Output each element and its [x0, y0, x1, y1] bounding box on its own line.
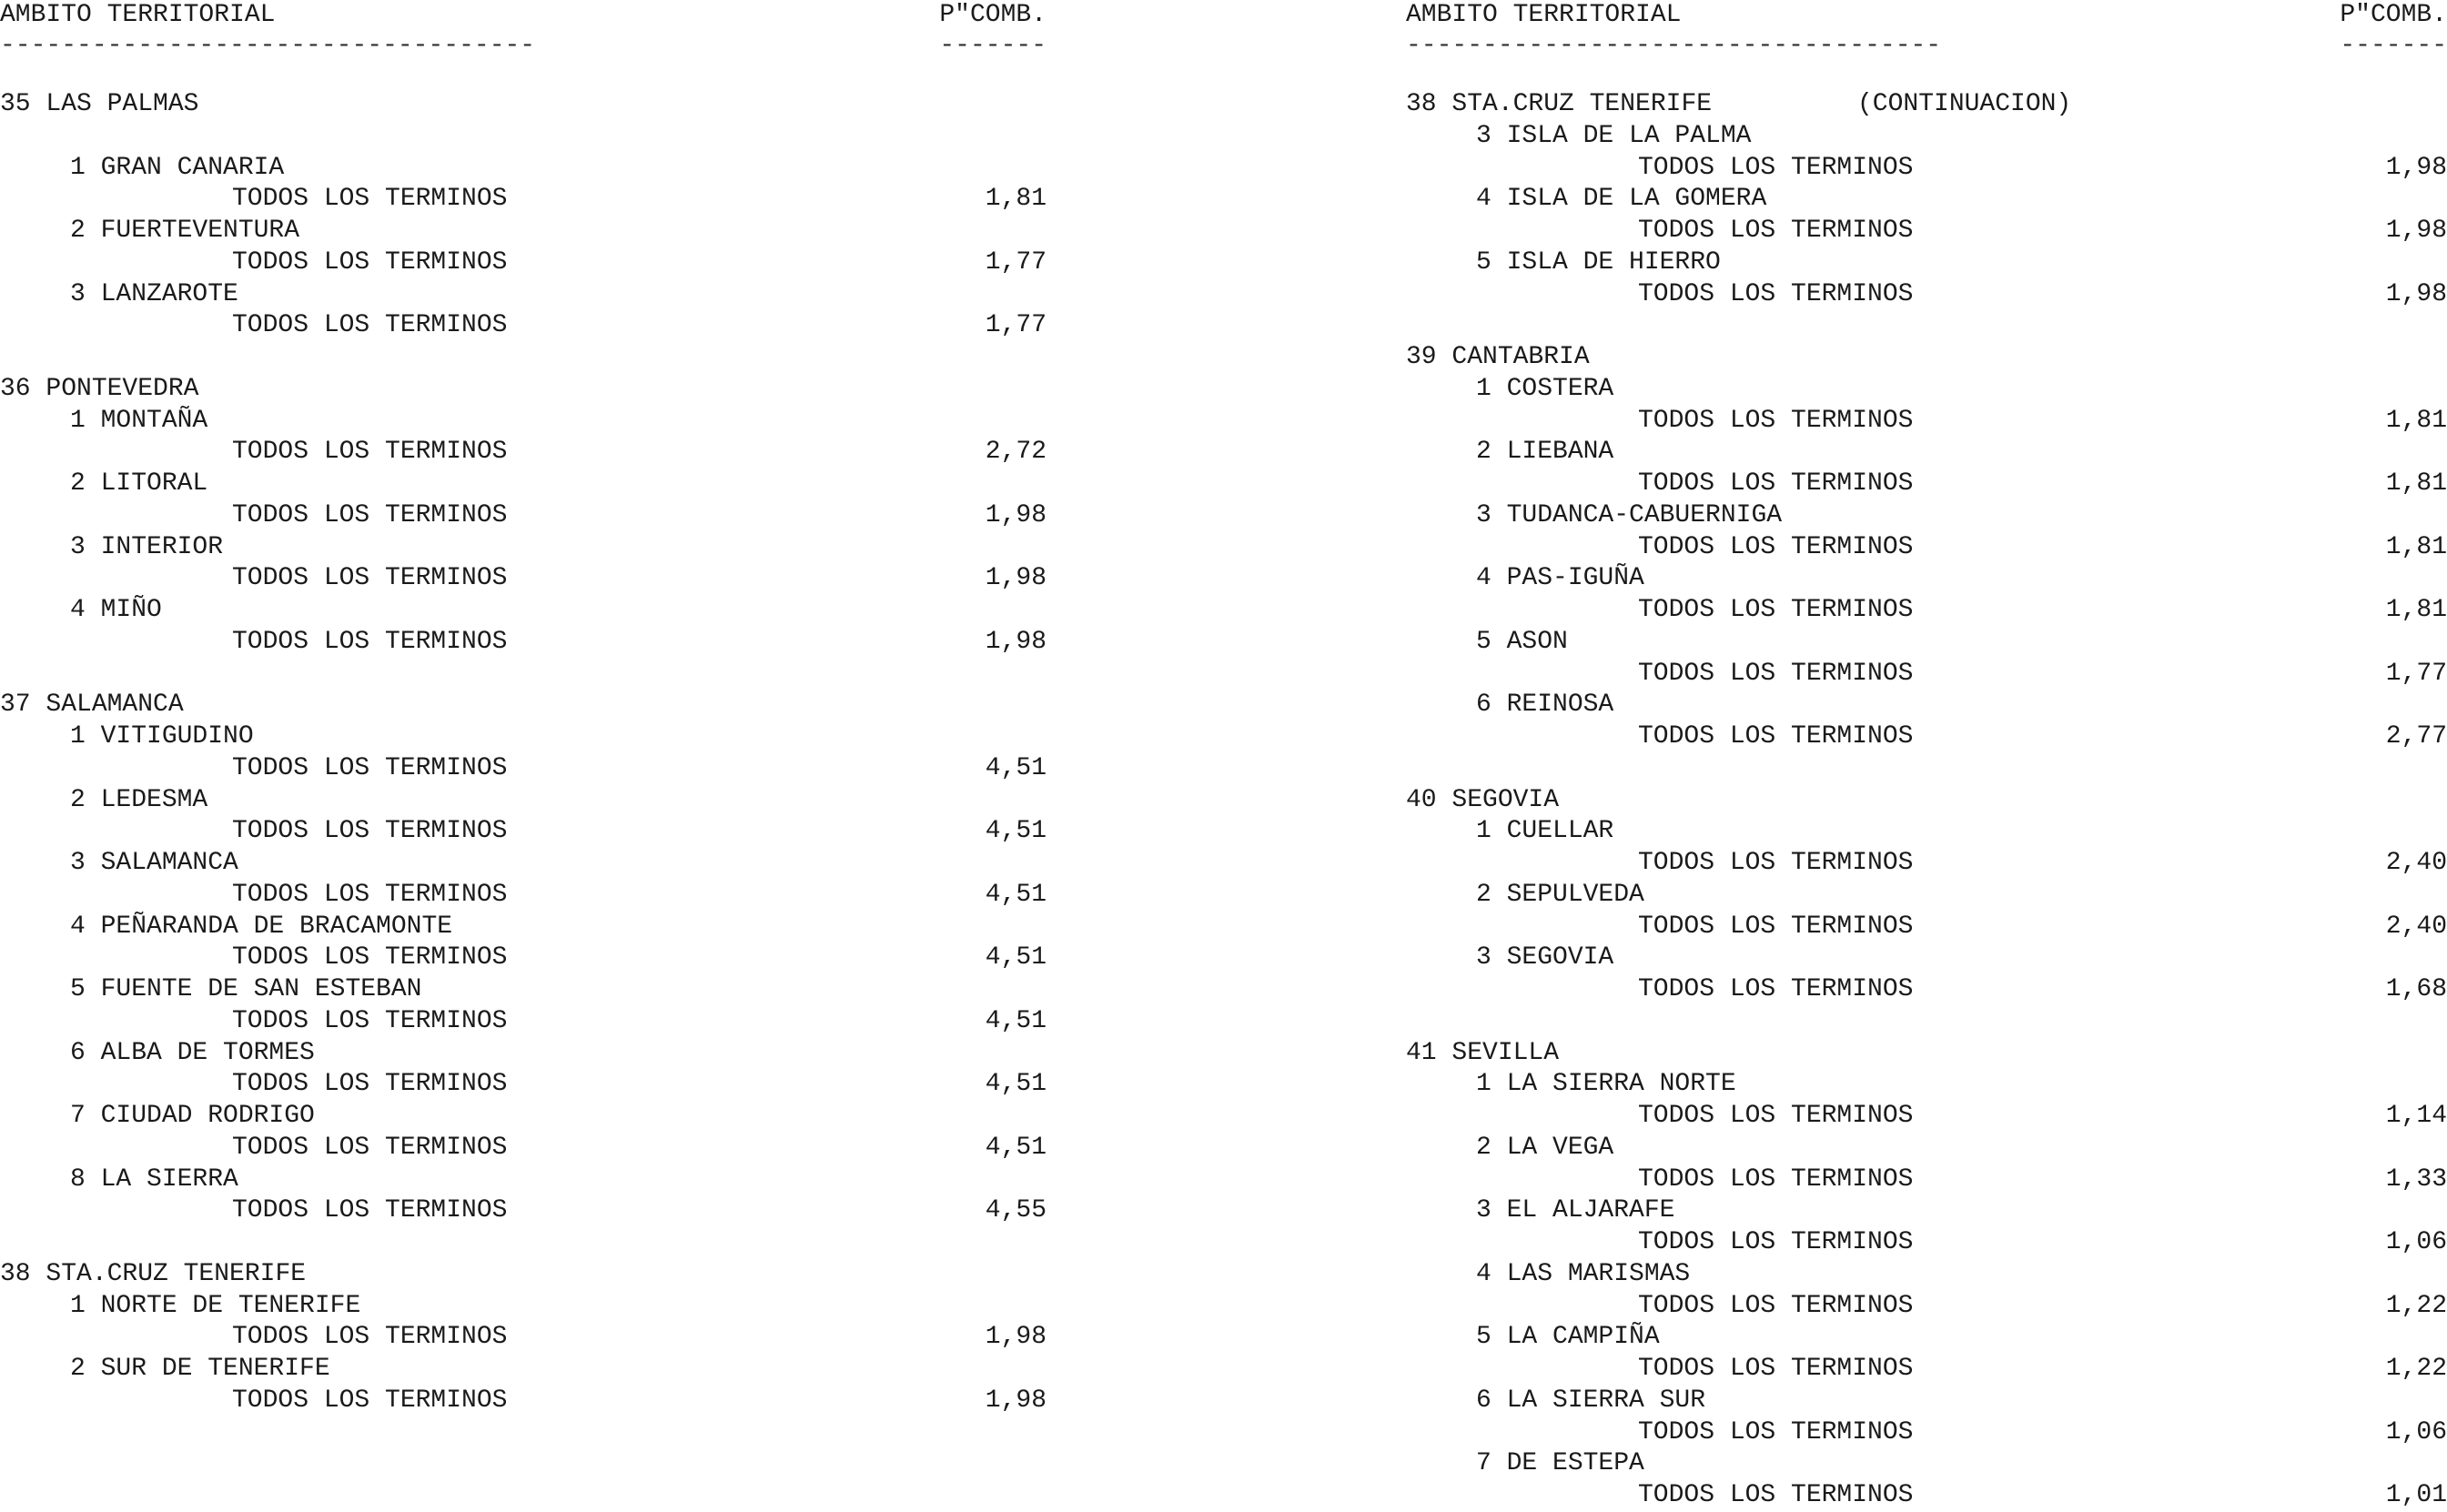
pcomb-value: 1,14 — [2385, 1102, 2447, 1130]
province-title: 39 CANTABRIA — [1406, 343, 1590, 371]
spacer — [0, 659, 1047, 690]
pcomb-value: 1,81 — [2385, 596, 2447, 624]
term-row — [1406, 974, 2447, 1006]
term-label: TODOS LOS TERMINOS — [1638, 1417, 1914, 1446]
term-label: TODOS LOS TERMINOS — [232, 564, 508, 593]
province-row — [0, 690, 1047, 721]
comarca-name: 5 ISLA DE HIERRO — [1476, 247, 1721, 277]
comarca-row — [0, 153, 1047, 185]
term-row — [1406, 1417, 2447, 1449]
term-row — [1406, 153, 2447, 185]
comarca-row — [1406, 1386, 2447, 1417]
comarca-name: 3 SEGOVIA — [1476, 943, 1614, 973]
pcomb-value: 1,77 — [985, 247, 1047, 277]
comarca-name: 5 ASON — [1476, 627, 1568, 656]
term-label: TODOS LOS TERMINOS — [232, 1323, 508, 1352]
comarca-row — [1406, 437, 2447, 469]
ambito-rule: ----------------------------------- — [0, 32, 536, 60]
spacer — [0, 342, 1047, 374]
comarca-name: 6 LA SIERRA SUR — [1476, 1386, 1706, 1415]
term-label: TODOS LOS TERMINOS — [232, 311, 508, 340]
pcomb-value: 1,22 — [2385, 1291, 2447, 1320]
pcomb-value: 4,51 — [985, 753, 1047, 782]
term-label: TODOS LOS TERMINOS — [232, 880, 508, 909]
term-row — [1406, 595, 2447, 627]
pcomb-value: 4,51 — [985, 817, 1047, 846]
comarca-row — [1406, 1069, 2447, 1101]
term-label: TODOS LOS TERMINOS — [1638, 1102, 1914, 1130]
comarca-name: 4 PEÑARANDA DE BRACAMONTE — [70, 912, 453, 941]
comarca-name: 5 LA CAMPIÑA — [1476, 1323, 1660, 1352]
comarca-name: 1 CUELLAR — [1476, 817, 1614, 846]
term-row — [1406, 532, 2447, 564]
term-row — [0, 1322, 1047, 1354]
left-table — [0, 89, 1047, 1417]
comarca-name: 1 MONTAÑA — [70, 406, 208, 435]
comarca-name: 8 LA SIERRA — [70, 1164, 238, 1194]
term-label: TODOS LOS TERMINOS — [1638, 406, 1914, 435]
province-row — [1406, 342, 2447, 374]
pcomb-header: P"COMB. — [939, 1, 1047, 29]
pcomb-value: 1,81 — [985, 185, 1047, 214]
ambito-header: AMBITO TERRITORIAL — [1406, 1, 1682, 29]
pcomb-value: 1,68 — [2385, 975, 2447, 1003]
comarca-name: 6 REINOSA — [1476, 690, 1614, 720]
pcomb-value: 1,01 — [2385, 1481, 2447, 1509]
province-row — [0, 1259, 1047, 1291]
term-row — [0, 1069, 1047, 1101]
term-row — [1406, 1227, 2447, 1259]
comarca-name: 2 LIEBANA — [1476, 438, 1614, 467]
term-row — [1406, 1101, 2447, 1133]
term-label: TODOS LOS TERMINOS — [1638, 1228, 1914, 1256]
pcomb-value: 1,98 — [985, 564, 1047, 593]
term-label: TODOS LOS TERMINOS — [1638, 596, 1914, 624]
pcomb-value: 4,55 — [985, 1196, 1047, 1225]
term-label: TODOS LOS TERMINOS — [232, 500, 508, 529]
comarca-name: 4 LAS MARISMAS — [1476, 1259, 1691, 1288]
term-row — [0, 942, 1047, 974]
comarca-name: 4 MIÑO — [70, 596, 162, 624]
comarca-row — [1406, 816, 2447, 848]
term-row — [0, 880, 1047, 912]
term-label: TODOS LOS TERMINOS — [1638, 722, 1914, 751]
term-label: TODOS LOS TERMINOS — [1638, 659, 1914, 688]
comarca-name: 6 ALBA DE TORMES — [70, 1038, 315, 1067]
comarca-name: 2 LITORAL — [70, 469, 208, 498]
comarca-name: 3 ISLA DE LA PALMA — [1476, 121, 1752, 150]
comarca-row — [1406, 627, 2447, 659]
comarca-row — [0, 848, 1047, 880]
province-row — [1406, 785, 2447, 817]
province-title: 37 SALAMANCA — [0, 690, 184, 720]
term-row — [0, 1386, 1047, 1417]
comarca-name: 3 INTERIOR — [70, 532, 224, 561]
pcomb-value: 1,98 — [2385, 279, 2447, 308]
comarca-row — [1406, 374, 2447, 406]
term-label: TODOS LOS TERMINOS — [1638, 532, 1914, 561]
term-row — [0, 753, 1047, 785]
pcomb-value: 4,51 — [985, 880, 1047, 909]
comarca-row — [0, 1354, 1047, 1386]
pcomb-value: 1,81 — [2385, 406, 2447, 435]
term-label: TODOS LOS TERMINOS — [232, 943, 508, 973]
comarca-row — [0, 1291, 1047, 1323]
term-row — [1406, 469, 2447, 500]
pcomb-value: 1,98 — [985, 627, 1047, 656]
pcomb-value: 1,77 — [985, 311, 1047, 340]
term-label: TODOS LOS TERMINOS — [1638, 217, 1914, 245]
province-row — [1406, 1038, 2447, 1070]
comarca-row — [1406, 1259, 2447, 1291]
term-label: TODOS LOS TERMINOS — [1638, 279, 1914, 308]
spacer — [1406, 753, 2447, 785]
term-row — [1406, 1291, 2447, 1323]
term-row — [1406, 721, 2447, 753]
comarca-name: 3 TUDANCA-CABUERNIGA — [1476, 500, 1783, 529]
pcomb-value: 1,98 — [985, 500, 1047, 529]
pcomb-value: 2,40 — [2385, 849, 2447, 877]
comarca-row — [0, 974, 1047, 1006]
term-label: TODOS LOS TERMINOS — [232, 1133, 508, 1162]
province-title: 38 STA.CRUZ TENERIFE — [1406, 90, 1713, 118]
term-label: TODOS LOS TERMINOS — [1638, 1481, 1914, 1509]
comarca-name: 1 VITIGUDINO — [70, 722, 254, 751]
spacer — [0, 121, 1047, 153]
pcomb-value: 1,81 — [2385, 532, 2447, 561]
term-row — [1406, 1354, 2447, 1386]
comarca-row — [1406, 1448, 2447, 1480]
term-row — [1406, 848, 2447, 880]
comarca-name: 1 COSTERA — [1476, 374, 1614, 403]
term-label: TODOS LOS TERMINOS — [1638, 153, 1914, 182]
term-label: TODOS LOS TERMINOS — [1638, 469, 1914, 498]
comarca-name: 4 PAS-IGUÑA — [1476, 564, 1644, 593]
pcomb-value: 1,98 — [985, 1386, 1047, 1415]
comarca-row — [1406, 1133, 2447, 1164]
pcomb-value: 1,98 — [985, 1323, 1047, 1352]
comarca-name: 2 SUR DE TENERIFE — [70, 1355, 330, 1383]
comarca-row — [0, 785, 1047, 817]
pcomb-value: 4,51 — [985, 1133, 1047, 1162]
term-label: TODOS LOS TERMINOS — [1638, 849, 1914, 877]
term-label: TODOS LOS TERMINOS — [1638, 975, 1914, 1003]
comarca-row — [1406, 121, 2447, 153]
pcomb-value: 2,40 — [2385, 912, 2447, 941]
term-label: TODOS LOS TERMINOS — [1638, 1355, 1914, 1383]
term-row — [1406, 406, 2447, 438]
comarca-name: 7 CIUDAD RODRIGO — [70, 1102, 315, 1130]
term-label: TODOS LOS TERMINOS — [232, 817, 508, 846]
pcomb-rule: ------- — [939, 32, 1047, 60]
term-label: TODOS LOS TERMINOS — [232, 1196, 508, 1225]
comarca-row — [0, 279, 1047, 311]
term-row — [0, 184, 1047, 216]
pcomb-value: 1,81 — [2385, 469, 2447, 498]
term-label: TODOS LOS TERMINOS — [232, 627, 508, 656]
term-row — [0, 1133, 1047, 1164]
comarca-name: 2 SEPULVEDA — [1476, 880, 1644, 909]
term-label: TODOS LOS TERMINOS — [232, 438, 508, 467]
term-row — [0, 437, 1047, 469]
continuation-note: (CONTINUACION) — [1857, 90, 2072, 118]
term-row — [0, 563, 1047, 595]
pcomb-value: 1,22 — [2385, 1355, 2447, 1383]
comarca-row — [0, 1164, 1047, 1196]
comarca-name: 3 LANZAROTE — [70, 279, 238, 308]
pcomb-value: 2,77 — [2385, 722, 2447, 751]
province-title: 38 STA.CRUZ TENERIFE — [0, 1259, 307, 1288]
comarca-name: 3 SALAMANCA — [70, 849, 238, 877]
comarca-name: 3 EL ALJARAFE — [1476, 1196, 1675, 1225]
pcomb-rule: ------- — [2340, 32, 2447, 60]
term-row — [0, 247, 1047, 279]
pcomb-value: 1,06 — [2385, 1417, 2447, 1446]
province-title: 36 PONTEVEDRA — [0, 374, 199, 403]
province-title: 35 LAS PALMAS — [0, 90, 199, 118]
term-row — [1406, 912, 2447, 943]
pcomb-value: 4,51 — [985, 943, 1047, 973]
term-label: TODOS LOS TERMINOS — [232, 1386, 508, 1415]
term-label: TODOS LOS TERMINOS — [1638, 1164, 1914, 1194]
comarca-name: 2 FUERTEVENTURA — [70, 217, 300, 245]
comarca-row — [1406, 1322, 2447, 1354]
comarca-name: 1 LA SIERRA NORTE — [1476, 1070, 1736, 1099]
pcomb-header: P"COMB. — [2340, 1, 2447, 29]
comarca-row — [1406, 184, 2447, 216]
province-title: 40 SEGOVIA — [1406, 785, 1560, 814]
pcomb-value: 4,51 — [985, 1006, 1047, 1035]
term-row — [1406, 279, 2447, 311]
pcomb-value: 4,51 — [985, 1070, 1047, 1099]
pcomb-value: 1,06 — [2385, 1228, 2447, 1256]
comarca-name: 5 FUENTE DE SAN ESTEBAN — [70, 975, 422, 1003]
comarca-name: 7 DE ESTEPA — [1476, 1449, 1644, 1478]
term-label: TODOS LOS TERMINOS — [1638, 1291, 1914, 1320]
comarca-name: 4 ISLA DE LA GOMERA — [1476, 185, 1767, 214]
province-row — [0, 374, 1047, 406]
term-row — [0, 500, 1047, 532]
comarca-row — [1406, 563, 2447, 595]
term-row — [1406, 1164, 2447, 1196]
comarca-name: 2 LA VEGA — [1476, 1133, 1614, 1162]
term-row — [0, 627, 1047, 659]
pcomb-value: 1,98 — [2385, 153, 2447, 182]
term-row — [0, 310, 1047, 342]
comarca-row — [0, 1038, 1047, 1070]
term-row — [0, 1195, 1047, 1227]
term-row — [0, 816, 1047, 848]
pcomb-value: 1,77 — [2385, 659, 2447, 688]
pcomb-value: 2,72 — [985, 438, 1047, 467]
comarca-row — [0, 406, 1047, 438]
right-table — [1406, 89, 2447, 1512]
term-row — [1406, 1480, 2447, 1512]
pcomb-value: 1,98 — [2385, 217, 2447, 245]
comarca-row — [0, 912, 1047, 943]
ambito-rule: ----------------------------------- — [1406, 32, 1942, 60]
comarca-row — [1406, 690, 2447, 721]
term-row — [1406, 659, 2447, 690]
term-label: TODOS LOS TERMINOS — [232, 1006, 508, 1035]
term-label: TODOS LOS TERMINOS — [232, 185, 508, 214]
comarca-row — [0, 1101, 1047, 1133]
spacer — [0, 1227, 1047, 1259]
term-label: TODOS LOS TERMINOS — [232, 1070, 508, 1099]
province-title: 41 SEVILLA — [1406, 1038, 1560, 1067]
comarca-row — [1406, 880, 2447, 912]
pcomb-value: 1,33 — [2385, 1164, 2447, 1194]
comarca-row — [0, 216, 1047, 247]
comarca-row — [0, 721, 1047, 753]
term-label: TODOS LOS TERMINOS — [232, 247, 508, 277]
comarca-row — [1406, 942, 2447, 974]
comarca-row — [0, 595, 1047, 627]
spacer — [1406, 310, 2447, 342]
ambito-header: AMBITO TERRITORIAL — [0, 1, 276, 29]
comarca-row — [1406, 247, 2447, 279]
comarca-name: 1 NORTE DE TENERIFE — [70, 1291, 361, 1320]
comarca-row — [1406, 500, 2447, 532]
comarca-name: 1 GRAN CANARIA — [70, 153, 285, 182]
province-row — [1406, 89, 2447, 121]
term-row — [0, 1006, 1047, 1038]
term-row — [1406, 216, 2447, 247]
spacer — [1406, 1006, 2447, 1038]
comarca-row — [1406, 1195, 2447, 1227]
comarca-row — [0, 469, 1047, 500]
province-row — [0, 89, 1047, 121]
comarca-name: 2 LEDESMA — [70, 785, 208, 814]
term-label: TODOS LOS TERMINOS — [232, 753, 508, 782]
comarca-row — [0, 532, 1047, 564]
term-label: TODOS LOS TERMINOS — [1638, 912, 1914, 941]
